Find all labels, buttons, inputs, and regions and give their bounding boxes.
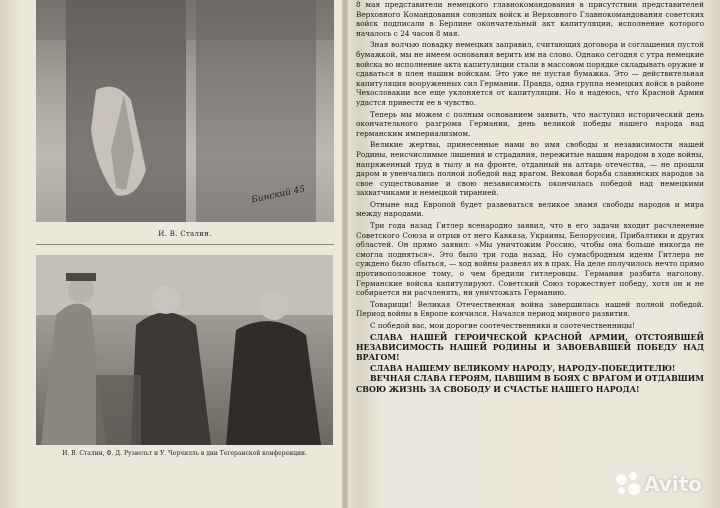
paragraph: Товарищи! Великая Отечественная война завершилась нашей полной победой. Период войны в Европе кончился. Начался период мирного развития. bbox=[356, 299, 704, 319]
avito-logo-icon bbox=[616, 472, 640, 496]
artist-signature: Бинский 45 bbox=[250, 184, 307, 206]
paragraph: С победой вас, мои дорогие соотечественники и соотечественницы! bbox=[370, 321, 636, 330]
avito-watermark bbox=[616, 472, 702, 496]
paragraph: 8 мая представители немецкого главнокомандования в присутствии представителей Верховного Командования союзных войск и Верховного Главнокомандования советских войск подписали в Берлине окончательный акт капитуляции, исполнение которого началось с 24 часов 8 мая. bbox=[356, 0, 704, 38]
paragraph: Три года назад Гитлер всенародно заявил, что в его задачи входит расчленение Советского Союза и отрыв от него Кавказа, Украины, Белоруссии, Прибалтики и других областей. Он прямо заявил: «Мы уничтожим Россию, чтобы она больше никогда не смогла подняться». Это было три года назад. Но сумасбродным идеям Гитлера не суждено было сбыться, — ход войны развеял их в прах. На деле получилось нечто прямо противоположное тому, о чем бредили гитлеровцы. Германия разбита наголову. Германские войска капитулируют. Советский Союз торжествует победу, хотя он и не собирается ни расчленять, ни уничтожать Германию. bbox=[356, 221, 704, 298]
paragraph: Великие жертвы, принесенные нами во имя свободы и независимости нашей Родины, неисчислимые лишения и страдания, пережитые нашим народом в ходе войны, напряженный труд в тылу и на фронте, отданный на алтарь отечества, — не прошли даром и увенчались полной победой над врагом. Вековая борьба славянских народов за свое существование и свою независимость окончилась победой над немецкими захватчиками и немецкой тиранией. bbox=[356, 140, 704, 198]
article-text bbox=[356, 0, 704, 500]
paragraph: Теперь мы можем с полным основанием заявить, что наступил исторический день окончательного разгрома Германии, день великой победы нашего народа над германским империализмом. bbox=[356, 109, 704, 138]
watermark-text: Avito bbox=[644, 472, 702, 496]
slogan: ВЕЧНАЯ СЛАВА ГЕРОЯМ, ПАВШИМ В БОЯХ С ВРАГОМ И ОТДАВШИМ СВОЮ ЖИЗНЬ ЗА СВОБОДУ И СЧАСТЬЕ НАШЕГО НАРОДА! bbox=[356, 374, 704, 394]
slogan: СЛАВА НАШЕЙ ГЕРОИЧЕСКОЙ КРАСНОЙ АРМИИ, ОТСТОЯВШЕЙ НЕЗАВИСИМОСТЬ НАШЕЙ РОДИНЫ И ЗАВОЕВАВШЕЙ ПОБЕДУ НАД ВРАГОМ! bbox=[356, 332, 704, 363]
tehran-conference-photo bbox=[36, 255, 333, 445]
page-fold bbox=[342, 0, 348, 508]
portrait-caption: И. В. Сталин. bbox=[158, 230, 212, 238]
stalin-portrait-photo bbox=[36, 0, 334, 222]
paragraph: Отныне над Европой будет развеваться великое знамя свободы народов и мира между народами. bbox=[356, 199, 704, 219]
caption-divider bbox=[36, 244, 334, 245]
paragraph: Зная волчью повадку немецких заправил, считающих договора и соглашения пустой бумажкой, мы не имеем основания верить им на слово. Однако сегодня с утра немецкие войска во исполнение акта капитуляции стали в массовом порядке складывать оружие и сдаваться в плен нашим войскам. Это уже не пустая бумажка. Это — действительная капитуляция вооруженных сил Германии. Правда, одна группа немецких войск в районе Чехословакии все еще уклоняется от капитуляции. Но я надеюсь, что Красной Армии удастся привести ее в чувство. bbox=[356, 40, 704, 107]
slogan: СЛАВА НАШЕМУ ВЕЛИКОМУ НАРОДУ, НАРОДУ-ПОБЕДИТЕЛЮ! bbox=[370, 363, 676, 373]
conference-caption: И. В. Сталин, Ф. Д. Рузвельт и У. Черчилль в дни Тегеранской конференции. bbox=[62, 450, 307, 457]
